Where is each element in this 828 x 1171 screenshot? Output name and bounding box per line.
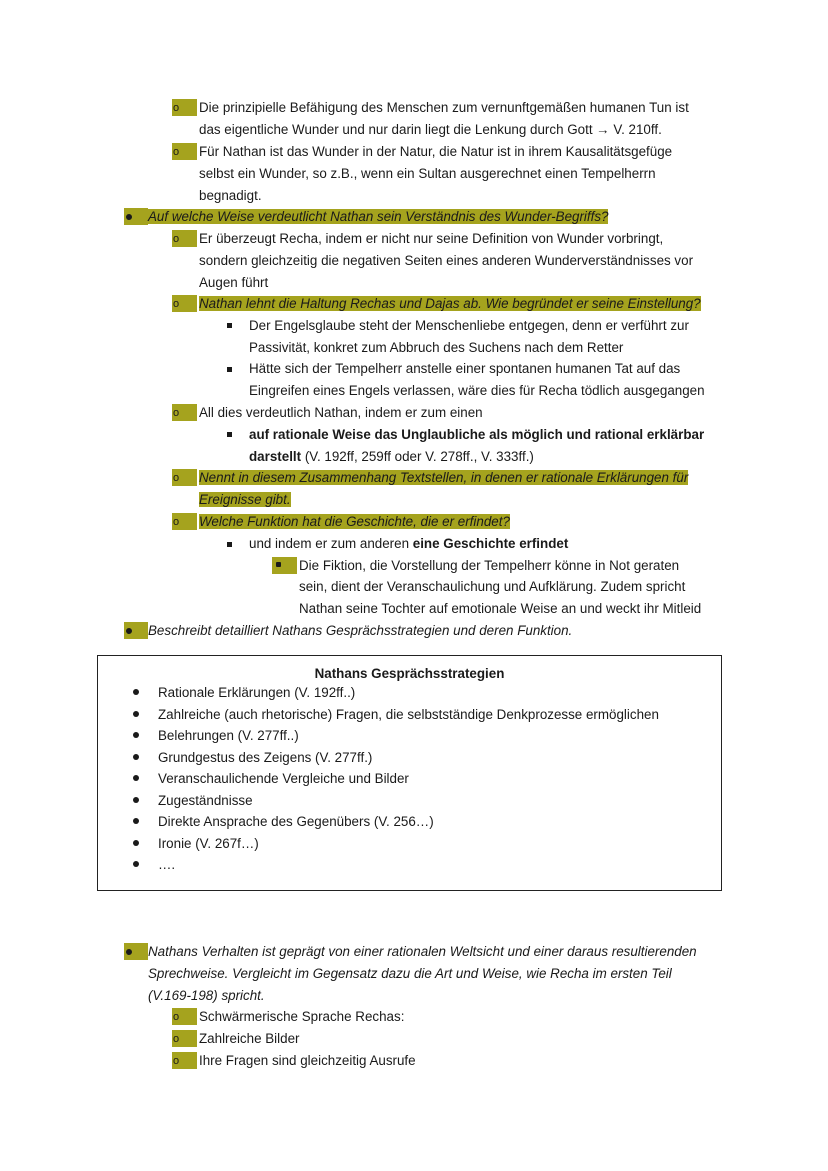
text-line: selbst ein Wunder, so z.B., wenn ein Sultan ausgerechnet einen Tempelherrn xyxy=(199,166,656,181)
highlight-marker: o xyxy=(172,230,197,247)
square-bullet-icon xyxy=(227,542,232,547)
list-item: Veranschaulichende Vergleiche und Bilder xyxy=(158,771,409,786)
question-line: (V.169-198) spricht. xyxy=(148,988,265,1003)
list-item: Ironie (V. 267f…) xyxy=(158,836,259,851)
list-item: Belehrungen (V. 277ff..) xyxy=(158,728,299,743)
text-line: darstellt (V. 192ff, 259ff oder V. 278ff., V. 333ff.) xyxy=(249,449,534,464)
highlight-marker: o xyxy=(172,404,197,421)
highlight-marker: o xyxy=(172,295,197,312)
box-title: Nathans Gesprächsstrategien xyxy=(314,666,505,681)
square-bullet-icon xyxy=(227,323,232,328)
bullet-icon xyxy=(133,711,139,717)
text-line: Eingreifen eines Engels verlassen, wäre dies für Recha tödlich ausgegangen xyxy=(249,383,705,398)
highlight-marker: o xyxy=(172,1008,197,1025)
bullet-icon xyxy=(133,689,139,695)
highlight-marker: o xyxy=(172,1030,197,1047)
arrow-right-icon: → xyxy=(596,122,610,137)
square-bullet-icon xyxy=(276,562,281,567)
bullet-icon xyxy=(126,628,132,634)
list-item: Zahlreiche (auch rhetorische) Fragen, die selbstständige Denkprozesse ermöglichen xyxy=(158,707,659,722)
question-line: Ereignisse gibt. xyxy=(199,492,291,507)
text-line: Der Engelsglaube steht der Menschenliebe entgegen, denn er verführt zur xyxy=(249,318,689,333)
question-line: Auf welche Weise verdeutlicht Nathan sein Verständnis des Wunder-Begriffs? xyxy=(148,209,609,224)
list-item: Ihre Fragen sind gleichzeitig Ausrufe xyxy=(199,1053,416,1068)
question-line: Welche Funktion hat die Geschichte, die er erfindet? xyxy=(199,514,510,529)
bullet-icon xyxy=(133,754,139,760)
text-line: das eigentliche Wunder und nur darin liegt die Lenkung durch Gott → V. 210ff. xyxy=(199,122,662,137)
text-line: Hätte sich der Tempelherr anstelle einer spontanen humanen Tat auf das xyxy=(249,361,681,376)
text-line: Nathan seine Tochter auf emotionale Weise an und weckt ihr Mitleid xyxy=(299,601,702,616)
text-line: Für Nathan ist das Wunder in der Natur, die Natur ist in ihrem Kausalitätsgefüge xyxy=(199,144,673,159)
square-bullet-icon xyxy=(227,432,232,437)
list-item: Direkte Ansprache des Gegenübers (V. 256…) xyxy=(158,814,434,829)
highlight-marker: o xyxy=(172,469,197,486)
list-item: Schwärmerische Sprache Rechas: xyxy=(199,1009,405,1024)
highlight-marker: o xyxy=(172,99,197,116)
strategies-box xyxy=(97,655,722,891)
highlight-marker: o xyxy=(172,143,197,160)
list-item: Zugeständnisse xyxy=(158,793,253,808)
bullet-icon xyxy=(133,797,139,803)
text-line: auf rationale Weise das Unglaubliche als möglich und rational erklärbar xyxy=(249,427,705,442)
question-line: Nennt in diesem Zusammenhang Textstellen, in denen er rationale Erklärungen für xyxy=(199,470,689,485)
list-item: Rationale Erklärungen (V. 192ff..) xyxy=(158,685,356,700)
bullet-icon xyxy=(133,840,139,846)
text-line: Die Fiktion, die Vorstellung der Tempelherr könne in Not geraten xyxy=(299,558,680,573)
text-line: Er überzeugt Recha, indem er nicht nur seine Definition von Wunder vorbringt, xyxy=(199,231,664,246)
text-line: All dies verdeutlich Nathan, indem er zum einen xyxy=(199,405,483,420)
text-line: Passivität, konkret zum Abbruch des Suchens nach dem Retter xyxy=(249,340,624,355)
highlight-marker: o xyxy=(172,1052,197,1069)
text-line: sein, dient der Veranschaulichung und Aufklärung. Zudem spricht xyxy=(299,579,686,594)
list-item: …. xyxy=(158,857,176,872)
question-line: Nathan lehnt die Haltung Rechas und Dajas ab. Wie begründet er seine Einstellung? xyxy=(199,296,701,311)
bullet-icon xyxy=(126,214,132,220)
square-bullet-icon xyxy=(227,367,232,372)
text-line: begnadigt. xyxy=(199,188,262,203)
highlight-marker: o xyxy=(172,513,197,530)
bullet-icon xyxy=(133,818,139,824)
question-line: Sprechweise. Vergleicht im Gegensatz dazu die Art und Weise, wie Recha im ersten Teil xyxy=(148,966,672,981)
text-line: sondern gleichzeitig die negativen Seiten eines anderen Wunderverständnisses vor xyxy=(199,253,694,268)
list-item: Zahlreiche Bilder xyxy=(199,1031,300,1046)
bullet-icon xyxy=(133,732,139,738)
bullet-icon xyxy=(133,775,139,781)
text-line: Die prinzipielle Befähigung des Menschen zum vernunftgemäßen humanen Tun ist xyxy=(199,100,689,115)
text-line: Augen führt xyxy=(199,275,269,290)
question-line: Beschreibt detailliert Nathans Gesprächsstrategien und deren Funktion. xyxy=(148,623,573,638)
question-line: Nathans Verhalten ist geprägt von einer rationalen Weltsicht und einer daraus resultierenden xyxy=(148,944,697,959)
text-line: und indem er zum anderen eine Geschichte erfindet xyxy=(249,536,569,551)
bullet-icon xyxy=(133,861,139,867)
list-item: Grundgestus des Zeigens (V. 277ff.) xyxy=(158,750,373,765)
bullet-icon xyxy=(126,949,132,955)
